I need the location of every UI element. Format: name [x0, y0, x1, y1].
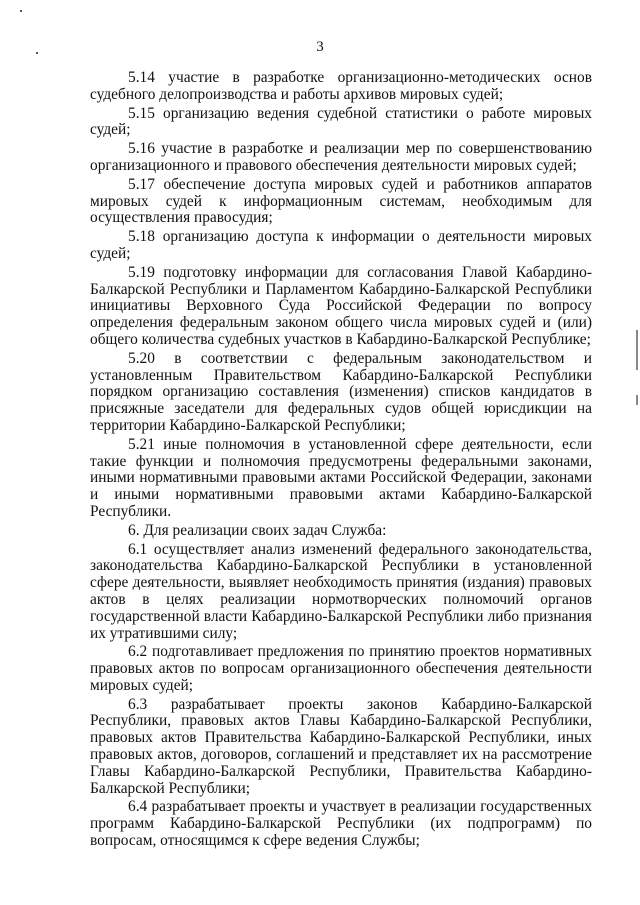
paragraph-6-4: 6.4 разрабатывает проекты и участвует в реализации государственных программ Кабардино-Балкарской Республики (их подпрограмм) по вопросам, относящимся к сфере ведения Службы; [90, 798, 592, 850]
paragraph-5-21: 5.21 иные полномочия в установленной сфере деятельности, если такие функции и полномочия предусмотрены федеральными законами, иными нормативными правовыми актами Российской Федерации, законами и иными нормативными правовыми актами Кабардино-Балкарской Республики. [90, 435, 592, 520]
paragraph-5-18: 5.18 организацию доступа к информации о деятельности мировых судей; [90, 228, 592, 262]
paragraph-6-1: 6.1 осуществляет анализ изменений федерального законодательства, законодательства Кабардино-Балкарской Республики в установленной сфере деятельности, выявляет необходимость принятия (издания) правовых актов в целях реализации нормотворческих полномочий органов государственной власти Кабардино-Балкарской Республики либо признания их утратившими силу; [90, 540, 592, 642]
paragraph-5-20: 5.20 в соответствии с федеральным законодательством и установленным Правительством Кабардино-Балкарской Республики порядком организацию составления (изменения) списков кандидатов в присяжные заседатели для федеральных судов общей юрисдикции на территории Кабардино-Балкарской Республики; [90, 349, 592, 434]
paragraph-5-17: 5.17 обеспечение доступа мировых судей и работников аппаратов мировых судей к информационным системам, необходимым для осуществления правосудия; [90, 175, 592, 227]
paragraph-5-15: 5.15 организацию ведения судебной статистики о работе мировых судей; [90, 104, 592, 139]
paragraph-6: 6. Для реализации своих задач Служба: [128, 521, 387, 539]
paragraph-6-3: 6.3 разрабатывает проекты законов Кабардино-Балкарской Республики, правовых актов Главы Кабардино-Балкарской Республики, правовых актов Правительства Кабардино-Балкарской Республики, иных правовых актов, договоров, соглашений и представляет их на рассмотрение Главы Кабардино-Балкарской Республики, Правительства Кабардино-Балкарской Республики; [90, 695, 592, 797]
paragraph-5-19: 5.19 подготовку информации для согласования Главой Кабардино-Балкарской Республики и Парламентом Кабардино-Балкарской Республики инициативы Верховного Суда Российской Федерации по вопросу определения федеральным законом общего числа мировых судей и (или) общего количества судебных участков в Кабардино-Балкарской Республике; [90, 263, 592, 348]
paragraph-5-16: 5.16 участие в разработке и реализации мер по совершенствованию организационного и правового обеспечения деятельности мировых судей; [90, 140, 592, 174]
paragraph-6-2: 6.2 подготавливает предложения по принятию проектов нормативных правовых актов по вопросам организационного обеспечения деятельности мировых судей; [90, 643, 592, 694]
scan-mark-top-left [20, 10, 22, 12]
scan-mark-right-edge-2 [636, 395, 638, 405]
paragraph-5-14: 5.14 участие в разработке организационно-методических основ судебного делопроизводства и работы архивов мировых судей; [90, 69, 592, 103]
page-number: 3 [316, 39, 324, 55]
document-body [90, 70, 592, 850]
scan-mark-right-edge [636, 330, 638, 370]
